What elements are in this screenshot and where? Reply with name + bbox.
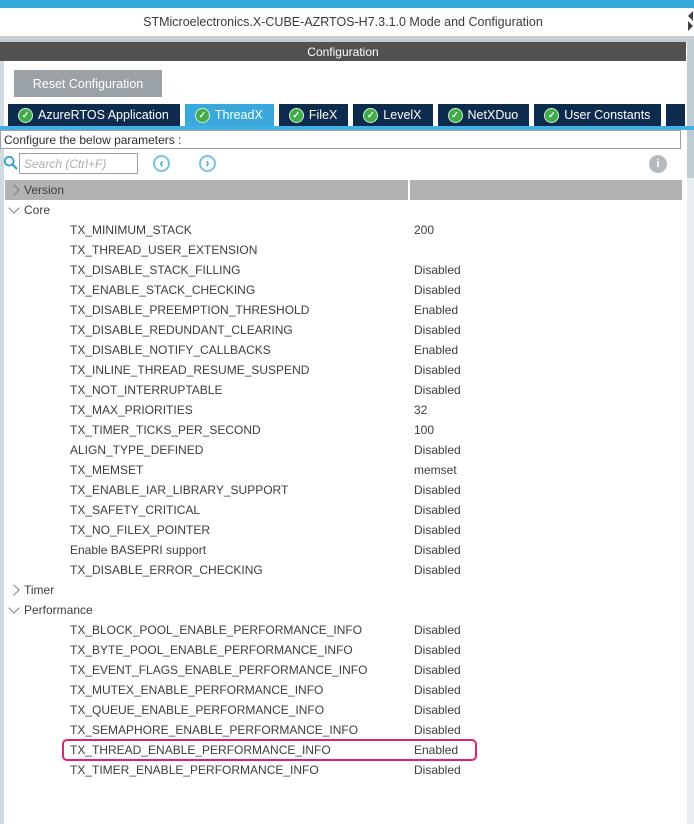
- tab-user-constants[interactable]: [534, 104, 661, 126]
- param-value[interactable]: Disabled: [414, 723, 461, 737]
- param-name: TX_BYTE_POOL_ENABLE_PERFORMANCE_INFO: [70, 643, 353, 657]
- tab-label: ThreadX: [214, 108, 263, 122]
- tab-label: NetXDuo: [467, 108, 519, 122]
- section-label: Version: [24, 183, 65, 197]
- search-icon: [3, 155, 19, 171]
- check-circle-icon: ✓: [364, 109, 377, 122]
- param-name: TX_THREAD_ENABLE_PERFORMANCE_INFO: [70, 743, 331, 757]
- info-icon[interactable]: i: [649, 155, 667, 173]
- param-name: ALIGN_TYPE_DEFINED: [70, 443, 204, 457]
- section-row-timer[interactable]: [0, 580, 687, 600]
- param-name: TX_EVENT_FLAGS_ENABLE_PERFORMANCE_INFO: [70, 663, 368, 677]
- param-value[interactable]: Disabled: [414, 763, 461, 777]
- right-gutter-bottom: [687, 178, 694, 824]
- param-value[interactable]: Disabled: [414, 323, 461, 337]
- param-value[interactable]: Disabled: [414, 483, 461, 497]
- param-value[interactable]: Enabled: [414, 343, 459, 357]
- configuration-section-header: Configuration: [0, 42, 686, 61]
- param-name: TX_SEMAPHORE_ENABLE_PERFORMANCE_INFO: [70, 723, 359, 737]
- param-row-align-type-defined[interactable]: [0, 440, 687, 460]
- param-name: TX_NOT_INTERRUPTABLE: [70, 383, 223, 397]
- search-previous-button[interactable]: ‹: [153, 155, 170, 172]
- parameter-tree: [0, 180, 687, 780]
- param-row-tx-byte-pool-enable-performance-info[interactable]: [0, 640, 687, 660]
- panel-title-bar: [0, 8, 686, 36]
- param-row-tx-disable-stack-filling[interactable]: [0, 260, 687, 280]
- param-name: TX_DISABLE_REDUNDANT_CLEARING: [70, 323, 293, 337]
- param-value[interactable]: Enabled: [414, 743, 459, 757]
- collapse-left-icon[interactable]: [683, 11, 693, 21]
- param-row-tx-mutex-enable-performance-info[interactable]: [0, 680, 687, 700]
- section-label: Performance: [24, 603, 93, 617]
- param-name: TX_THREAD_USER_EXTENSION: [70, 243, 258, 257]
- search-toolbar: [0, 148, 687, 179]
- param-value[interactable]: Disabled: [414, 263, 461, 277]
- search-next-button[interactable]: ›: [199, 155, 216, 172]
- right-gutter-top: [687, 42, 694, 178]
- param-name: TX_SAFETY_CRITICAL: [70, 503, 201, 517]
- param-row-tx-disable-error-checking[interactable]: [0, 560, 687, 580]
- param-name: TX_TIMER_ENABLE_PERFORMANCE_INFO: [70, 763, 319, 777]
- param-name: TX_NO_FILEX_POINTER: [70, 523, 211, 537]
- check-circle-icon: ✓: [290, 109, 303, 122]
- param-value[interactable]: Enabled: [414, 303, 459, 317]
- param-value[interactable]: 100: [414, 423, 435, 437]
- tab-bar-filler: [666, 104, 685, 126]
- chevron-down-icon[interactable]: [8, 202, 19, 213]
- param-row-tx-thread-user-extension[interactable]: [0, 240, 687, 260]
- column-divider: [408, 180, 410, 200]
- tab-azurertos-application[interactable]: [8, 104, 180, 126]
- param-name: TX_ENABLE_IAR_LIBRARY_SUPPORT: [70, 483, 289, 497]
- tab-label: LevelX: [383, 108, 422, 122]
- param-row-tx-queue-enable-performance-info[interactable]: [0, 700, 687, 720]
- chevron-right-icon[interactable]: [8, 184, 19, 195]
- param-value[interactable]: Disabled: [414, 643, 461, 657]
- param-name: TX_MAX_PRIORITIES: [70, 403, 193, 417]
- param-row-tx-semaphore-enable-performance-info[interactable]: [0, 720, 687, 740]
- param-value[interactable]: Disabled: [414, 383, 461, 397]
- search-input[interactable]: [19, 153, 138, 174]
- parameters-caption: Configure the below parameters :: [0, 130, 681, 149]
- param-name: TX_MEMSET: [70, 463, 144, 477]
- param-row-tx-max-priorities[interactable]: [0, 400, 687, 420]
- tab-threadx[interactable]: [185, 104, 274, 126]
- tab-label: User Constants: [564, 108, 651, 122]
- param-value[interactable]: Disabled: [414, 363, 461, 377]
- chevron-right-icon[interactable]: [8, 584, 19, 595]
- param-row-tx-timer-ticks-per-second[interactable]: [0, 420, 687, 440]
- window-top-accent-bar: [0, 0, 694, 8]
- param-row-tx-minimum-stack[interactable]: [0, 220, 687, 240]
- param-row-enable-basepri-support[interactable]: [0, 540, 687, 560]
- param-value[interactable]: Disabled: [414, 663, 461, 677]
- param-name: TX_TIMER_TICKS_PER_SECOND: [70, 423, 261, 437]
- param-value[interactable]: memset: [414, 463, 457, 477]
- param-value[interactable]: Disabled: [414, 703, 461, 717]
- section-label: Timer: [24, 583, 55, 597]
- param-row-tx-memset[interactable]: [0, 460, 687, 480]
- tab-label: AzureRTOS Application: [38, 108, 169, 122]
- param-value[interactable]: Disabled: [414, 543, 461, 557]
- reset-configuration-button[interactable]: Reset Configuration: [14, 70, 162, 97]
- param-name: TX_ENABLE_STACK_CHECKING: [70, 283, 256, 297]
- param-name: TX_MUTEX_ENABLE_PERFORMANCE_INFO: [70, 683, 324, 697]
- param-value[interactable]: Disabled: [414, 503, 461, 517]
- param-name: TX_INLINE_THREAD_RESUME_SUSPEND: [70, 363, 310, 377]
- param-row-tx-safety-critical[interactable]: [0, 500, 687, 520]
- param-name: TX_DISABLE_NOTIFY_CALLBACKS: [70, 343, 271, 357]
- param-row-tx-event-flags-enable-performance-info[interactable]: [0, 660, 687, 680]
- param-name: TX_MINIMUM_STACK: [70, 223, 192, 237]
- param-name: Enable BASEPRI support: [70, 543, 207, 557]
- panel-title: STMicroelectronics.X-CUBE-AZRTOS-H7.3.1.0 Mode and Configuration: [143, 15, 543, 29]
- param-value[interactable]: 32: [414, 403, 428, 417]
- tab-filex[interactable]: [279, 104, 348, 126]
- param-value[interactable]: Disabled: [414, 283, 461, 297]
- tab-levelx[interactable]: [353, 104, 432, 126]
- param-value[interactable]: Disabled: [414, 523, 461, 537]
- param-row-tx-block-pool-enable-performance-info[interactable]: [0, 620, 687, 640]
- check-circle-icon: ✓: [196, 109, 209, 122]
- panel-splitter-handle[interactable]: [684, 11, 694, 33]
- section-label: Core: [24, 203, 51, 217]
- param-row-tx-no-filex-pointer[interactable]: [0, 520, 687, 540]
- tab-netxduo[interactable]: [438, 104, 530, 126]
- section-row-core[interactable]: [0, 200, 687, 220]
- param-row-tx-not-interruptable[interactable]: [0, 380, 687, 400]
- param-row-tx-disable-preemption-threshold[interactable]: [0, 300, 687, 320]
- param-row-tx-enable-stack-checking[interactable]: [0, 280, 687, 300]
- tab-label: FileX: [308, 108, 338, 122]
- param-value[interactable]: Disabled: [414, 443, 461, 457]
- expand-right-icon[interactable]: [688, 21, 694, 31]
- param-name: TX_QUEUE_ENABLE_PERFORMANCE_INFO: [70, 703, 325, 717]
- param-value[interactable]: Disabled: [414, 683, 461, 697]
- param-name: TX_DISABLE_PREEMPTION_THRESHOLD: [70, 303, 310, 317]
- param-name: TX_BLOCK_POOL_ENABLE_PERFORMANCE_INFO: [70, 623, 363, 637]
- check-circle-icon: ✓: [19, 109, 32, 122]
- param-row-tx-thread-enable-performance-info[interactable]: [0, 740, 687, 760]
- param-name: TX_DISABLE_STACK_FILLING: [70, 263, 241, 277]
- param-value[interactable]: 200: [414, 223, 435, 237]
- check-circle-icon: ✓: [449, 109, 462, 122]
- section-row-performance[interactable]: [0, 600, 687, 620]
- param-name: TX_DISABLE_ERROR_CHECKING: [70, 563, 263, 577]
- param-row-tx-disable-notify-callbacks[interactable]: [0, 340, 687, 360]
- param-row-tx-timer-enable-performance-info[interactable]: [0, 760, 687, 780]
- param-value[interactable]: Disabled: [414, 563, 461, 577]
- section-row-version[interactable]: [0, 180, 687, 200]
- check-circle-icon: ✓: [545, 109, 558, 122]
- param-row-tx-disable-redundant-clearing[interactable]: [0, 320, 687, 340]
- chevron-down-icon[interactable]: [8, 602, 19, 613]
- param-row-tx-inline-thread-resume-suspend[interactable]: [0, 360, 687, 380]
- param-value[interactable]: Disabled: [414, 623, 461, 637]
- param-row-tx-enable-iar-library-support[interactable]: [0, 480, 687, 500]
- tab-bar: [8, 104, 685, 126]
